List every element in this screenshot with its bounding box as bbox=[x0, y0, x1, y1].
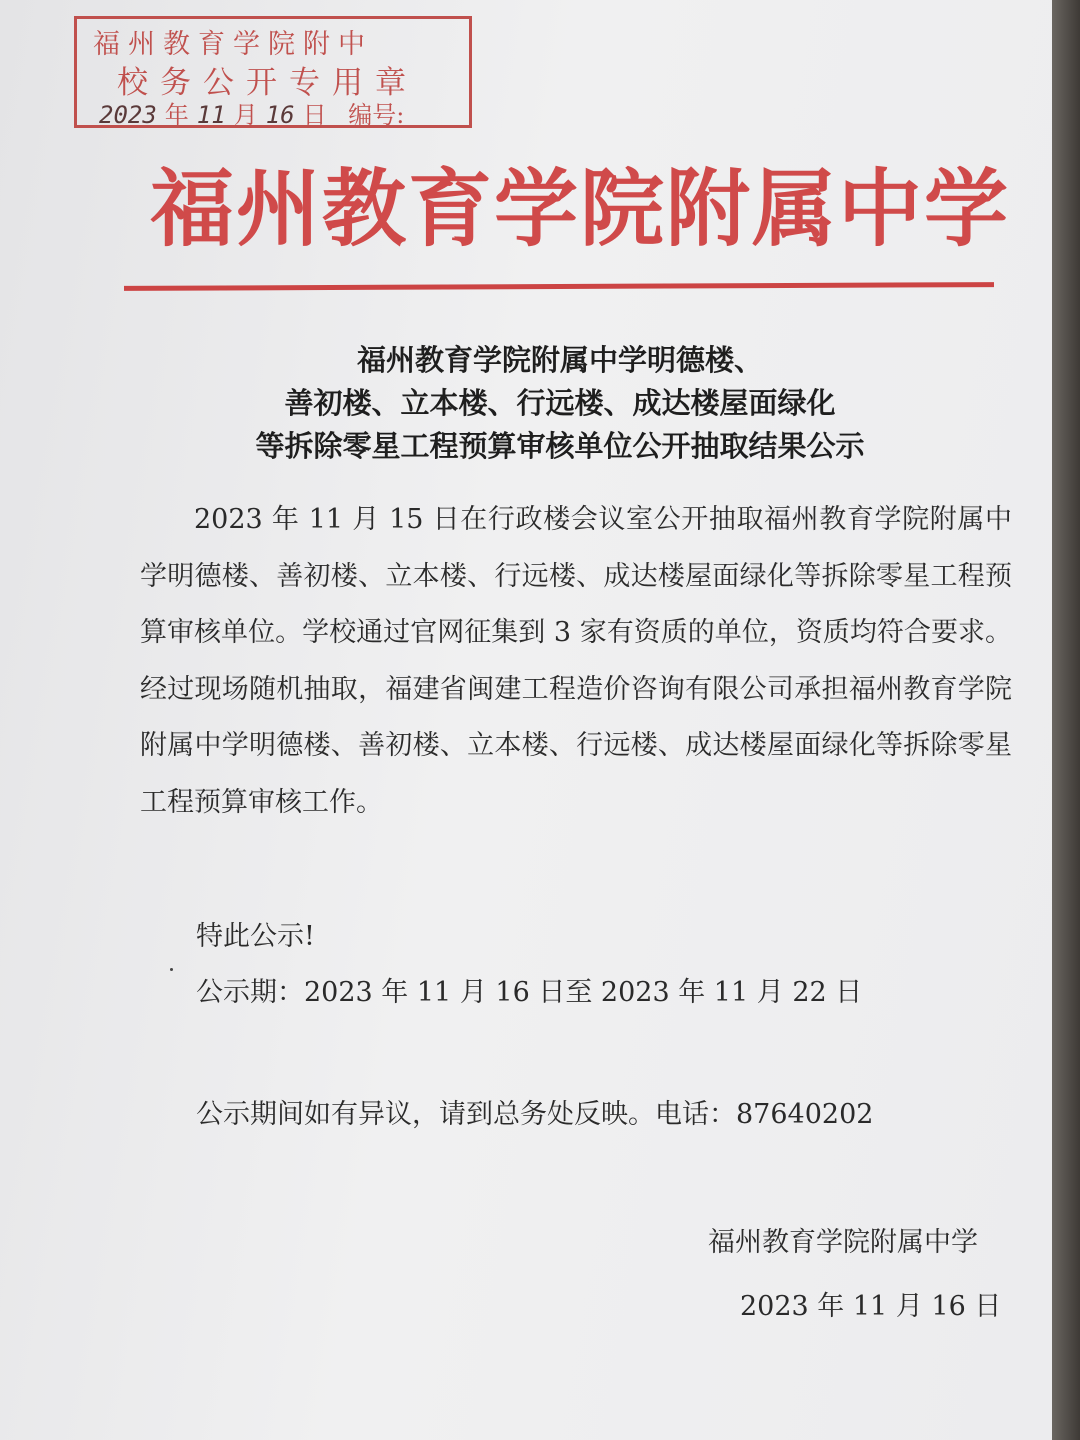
contact-info: 公示期间如有异议，请到总务处反映。电话：87640202 bbox=[196, 1099, 874, 1130]
notice-title-line-3: 等拆除零星工程预算审核单位公开抽取结果公示 bbox=[255, 429, 865, 463]
official-stamp bbox=[74, 16, 472, 128]
signature-org: 福州教育学院附属中学 bbox=[708, 1227, 978, 1258]
letterhead-title: 福州教育学院附属中学 bbox=[150, 160, 1011, 258]
stamp-year-label: 年 bbox=[164, 101, 189, 129]
notice-period: 公示期：2023 年 11 月 16 日至 2023 年 11 月 22 日 bbox=[196, 977, 863, 1008]
signature-date: 2023 年 11 月 16 日 bbox=[740, 1291, 1002, 1322]
notice-body-paragraph: 2023 年 11 月 15 日在行政楼会议室公开抽取福州教育学院附属中学明德楼、善初楼、立本楼、行远楼、成达楼屋面绿化等拆除零星工程预算审核单位。学校通过官网征集到 3 家有资质的单位，资质均符合要求。经过现场随机抽取，福建省闽建工程造价咨询有限公司承担福州教育学院附属中学明德楼、善初楼、立本楼、行远楼、成达楼屋面绿化等拆除零星工程预算审核工作。 bbox=[140, 504, 1012, 818]
stamp-day-label: 日 bbox=[302, 101, 327, 129]
stamp-year: 2023 bbox=[99, 101, 157, 129]
letterhead-divider bbox=[124, 282, 994, 291]
stamp-month-label: 月 bbox=[233, 101, 258, 129]
stamp-number-label: 编号: bbox=[348, 101, 405, 129]
stamp-day: 16 bbox=[265, 101, 295, 129]
notice-title-line-2: 善初楼、立本楼、行远楼、成达楼屋面绿化 bbox=[284, 386, 836, 420]
ink-dot bbox=[170, 968, 173, 971]
background-edge bbox=[1052, 0, 1080, 1440]
stamp-line-2: 校务公开专用章 bbox=[117, 65, 418, 101]
stamp-month: 11 bbox=[196, 101, 226, 129]
stamp-line-1: 福州教育学院附中 bbox=[93, 29, 373, 60]
notice-title-line-1: 福州教育学院附属中学明德楼、 bbox=[356, 343, 763, 377]
notice-closing: 特此公示! bbox=[196, 921, 315, 952]
stamp-date-line bbox=[91, 95, 469, 130]
